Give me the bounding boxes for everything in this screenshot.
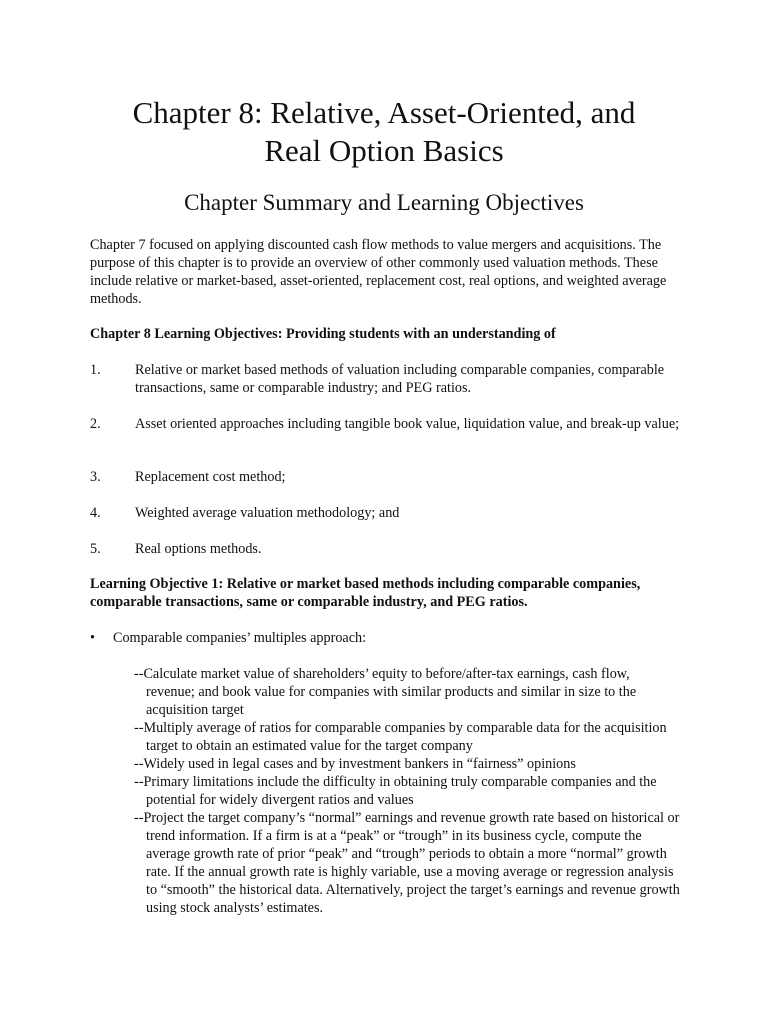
detail-paragraph: --Multiply average of ratios for comparable companies by comparable data for the acquisition target to obtain an estimated value for the target company bbox=[134, 720, 667, 754]
objective-number: 4. bbox=[90, 505, 101, 521]
objective-number: 5. bbox=[90, 541, 101, 557]
detail-paragraph: --Calculate market value of shareholders’ equity to before/after-tax earnings, cash flow, revenue; and book value for companies with similar products and similar in size to the acquisition target bbox=[134, 666, 637, 718]
detail-paragraph: --Primary limitations include the difficulty in obtaining truly comparable companies and the potential for widely divergent ratios and values bbox=[134, 774, 657, 808]
learning-objective-1-heading: Learning Objective 1: Relative or market based methods including comparable companies, comparable transactions, same or comparable industry, and PEG ratios. bbox=[90, 576, 641, 610]
objective-text: Weighted average valuation methodology; and bbox=[135, 505, 400, 521]
objectives-heading: Chapter 8 Learning Objectives: Providing students with an understanding of bbox=[90, 326, 556, 342]
objective-number: 2. bbox=[90, 416, 101, 432]
detail-paragraph: --Project the target company’s “normal” earnings and revenue growth rate based on historical or trend information. If a firm is at a “peak” or “trough” in its business cycle, compute the average growth rate of prior “peak” and “trough” periods to obtain a more “normal” growth rate. If the annual growth rate is highly variable, use a moving average or regression analysis to “smooth” the historical data. Alternatively, project the target’s earnings and revenue growth using stock analysts’ estimates. bbox=[134, 810, 680, 916]
objective-number: 3. bbox=[90, 469, 101, 485]
objective-text: Replacement cost method; bbox=[135, 469, 286, 485]
objective-text: Relative or market based methods of valuation including comparable companies, comparable transactions, same or comparable industry; and PEG ratios. bbox=[135, 362, 665, 396]
title-line-2: Real Option Basics bbox=[264, 133, 504, 168]
objective-text: Asset oriented approaches including tangible book value, liquidation value, and break-up value; bbox=[135, 416, 680, 432]
detail-paragraph: --Widely used in legal cases and by investment bankers in “fairness” opinions bbox=[134, 756, 576, 772]
details-list bbox=[134, 665, 682, 917]
title-line-1: Chapter 8: Relative, Asset-Oriented, and bbox=[132, 95, 636, 130]
page-title bbox=[40, 94, 728, 170]
section-subtitle: Chapter Summary and Learning Objectives bbox=[184, 190, 584, 215]
objective-text: Real options methods. bbox=[135, 541, 262, 557]
intro-paragraph: Chapter 7 focused on applying discounted cash flow methods to value mergers and acquisitions. The purpose of this chapter is to provide an overview of other commonly used valuation methods. These include relative or market-based, asset-oriented, replacement cost, real options, and weighted average methods. bbox=[90, 237, 667, 307]
objective-number: 1. bbox=[90, 362, 101, 378]
bullet-text: Comparable companies’ multiples approach: bbox=[113, 630, 367, 646]
bullet-icon: • bbox=[90, 630, 95, 646]
